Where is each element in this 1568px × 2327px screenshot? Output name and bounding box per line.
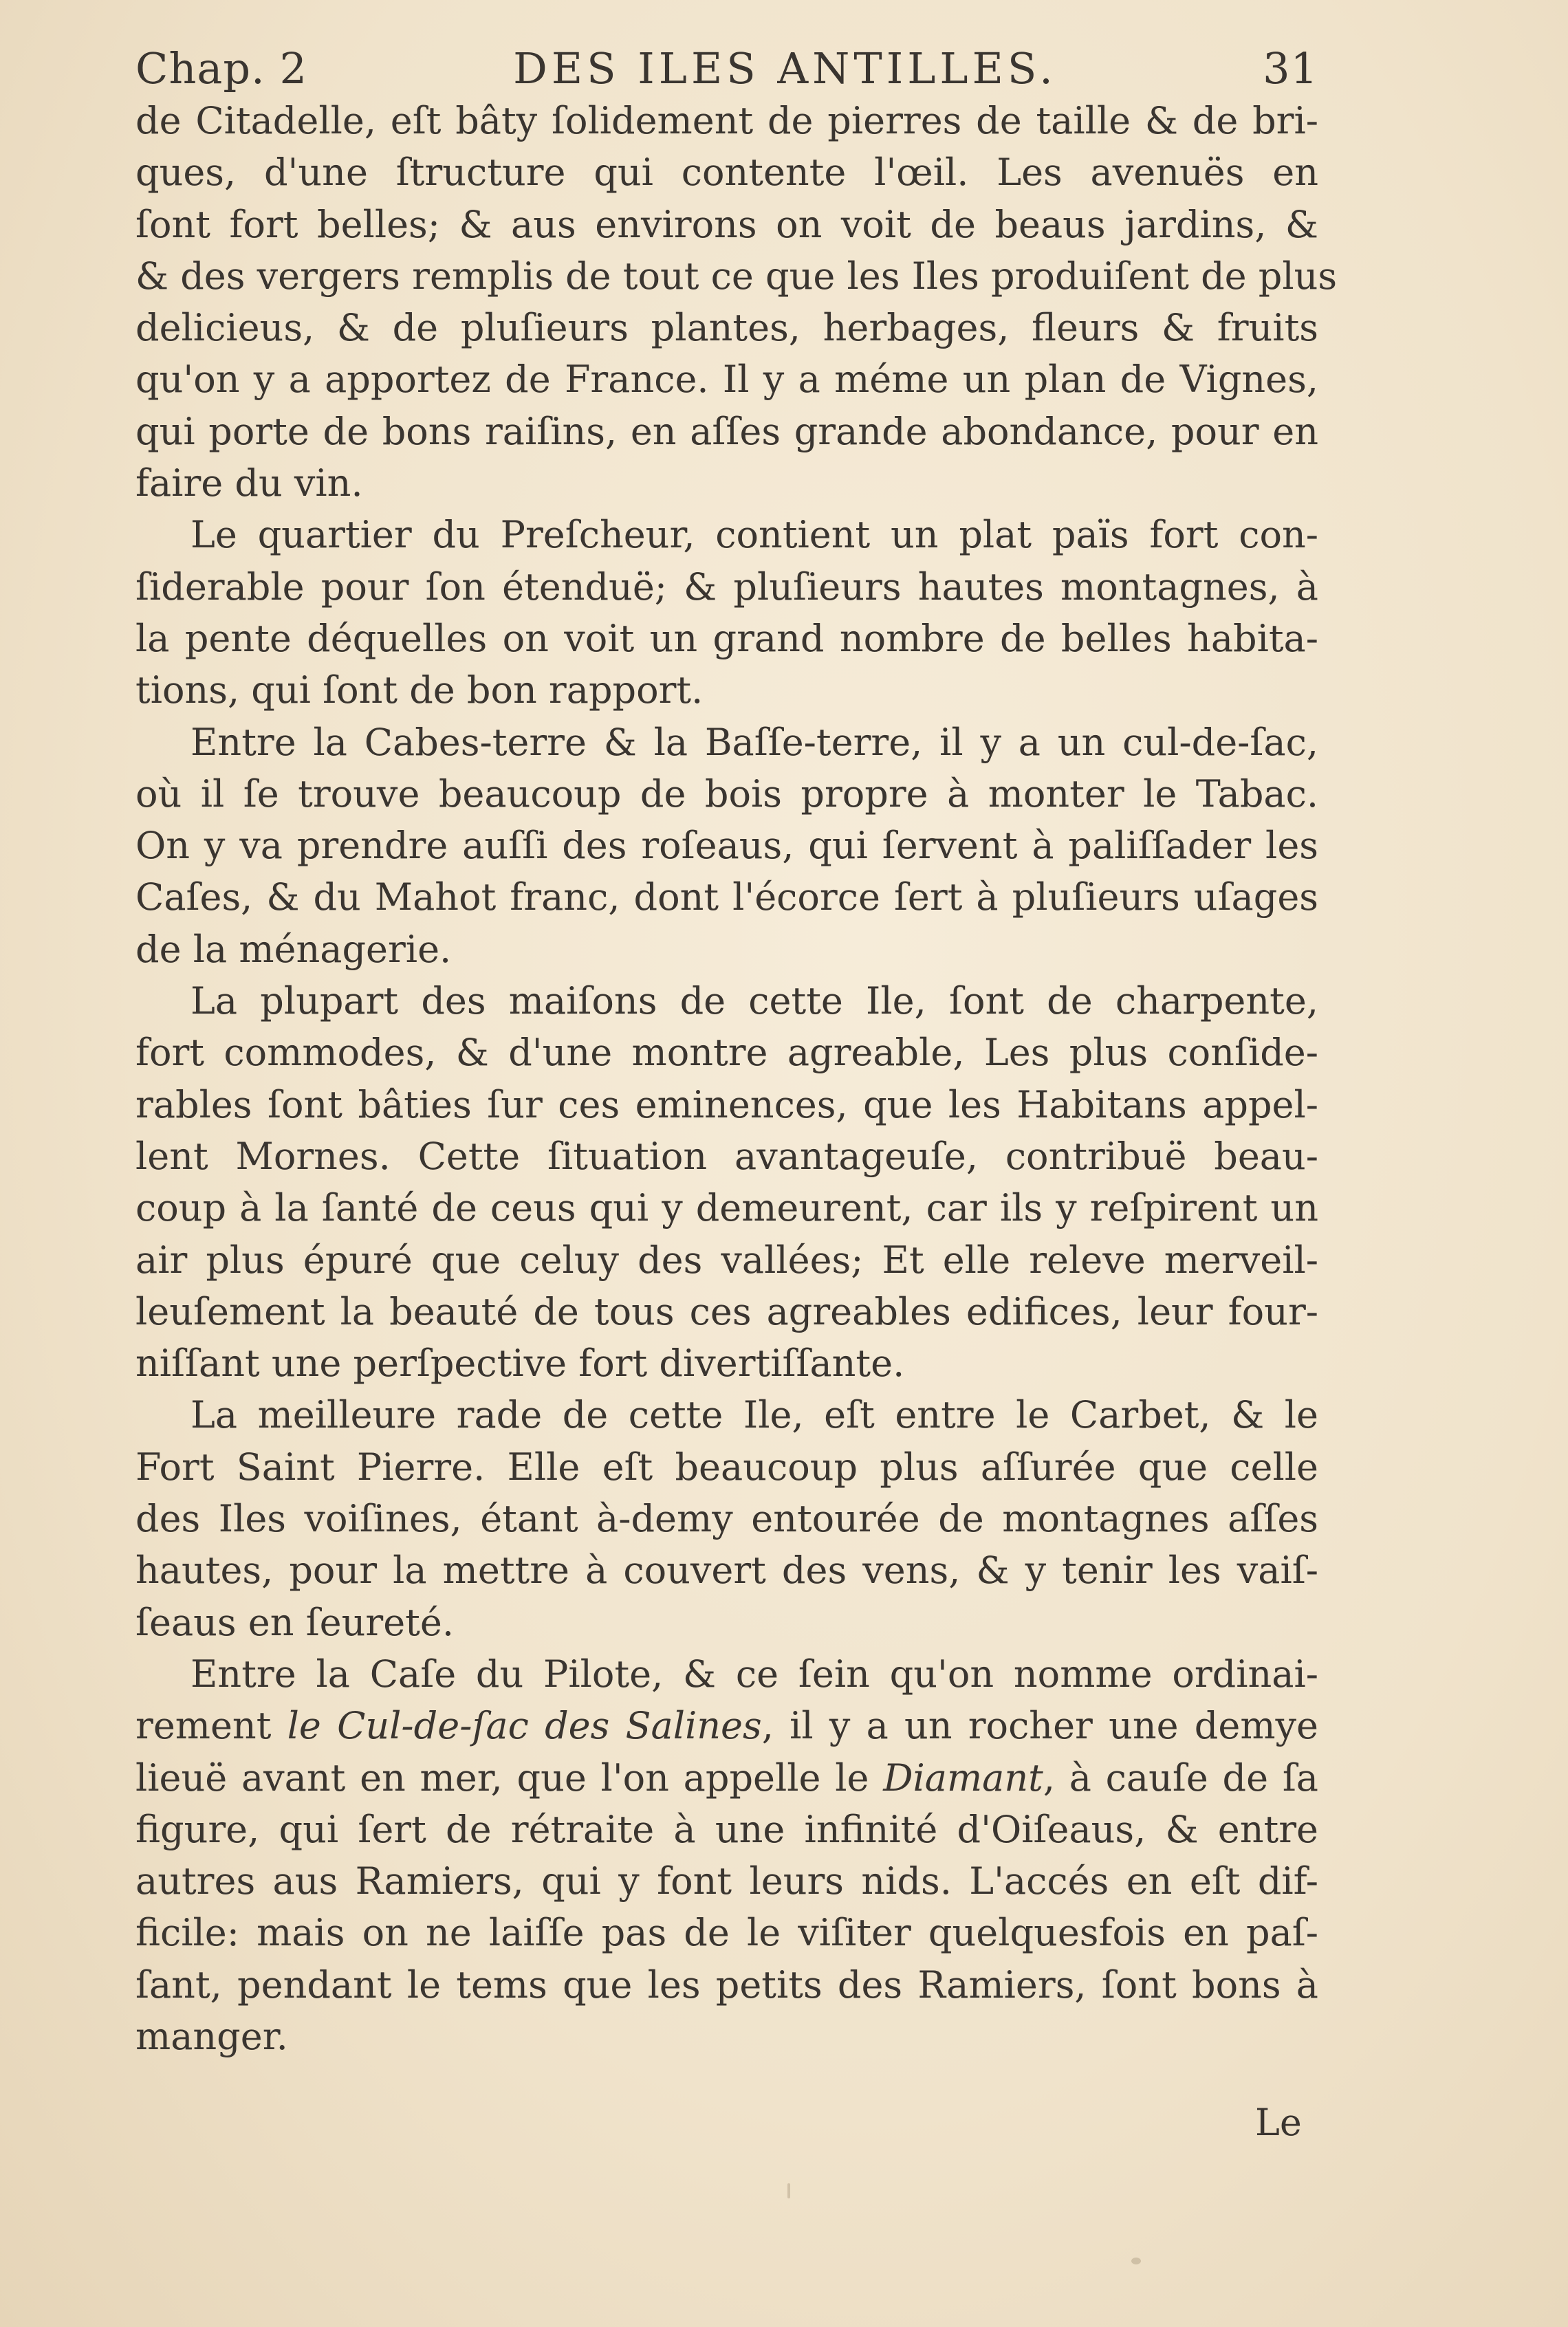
body-text: [135, 95, 1338, 2062]
chapter-label: Chap. 2: [135, 43, 307, 94]
running-head: [135, 43, 1318, 95]
text-line: faire du vin.: [135, 461, 363, 505]
running-title: DES ILES ANTILLES.: [513, 43, 1057, 94]
text-line: air plus épuré que celuy des vallées; Et elle releve merveil-: [135, 1238, 1318, 1282]
paragraph: [135, 717, 1318, 975]
text-line: des Iles voiſines, étant à-demy entourée de montagnes aſſes: [135, 1497, 1318, 1541]
text-line: lieuë avant en mer, que l'on appelle le Diamant, à cauſe de ſa: [135, 1756, 1319, 1800]
text-line: de Citadelle, eſt bâty ſolidement de pierres de taille & de bri-: [135, 99, 1318, 142]
text-line: ſont fort belles; & aus environs on voit de beaus jardins, &: [135, 202, 1318, 246]
catchword: Le: [1255, 2101, 1302, 2144]
text-line: Entre la Cabes-terre & la Baſſe-terre, il y a un cul-de-ſac,: [190, 720, 1318, 764]
text-line: où il ſe trouve beaucoup de bois propre à monter le Tabac.: [135, 772, 1318, 816]
text-line: fort commodes, & d'une montre agreable, Les plus conſide-: [135, 1031, 1318, 1075]
text-line: La plupart des maiſons de cette Ile, ſont de charpente,: [190, 979, 1318, 1023]
text-line: Le quartier du Preſcheur, contient un plat païs fort con-: [190, 513, 1318, 557]
text-line: rables ſont bâties ſur ces eminences, que les Habitans appel-: [135, 1082, 1318, 1126]
text-line: hautes, pour la mettre à couvert des vens, & y tenir les vaiſ-: [135, 1549, 1318, 1593]
paragraph: [135, 1648, 1318, 2062]
page-text: [135, 43, 1338, 2062]
text-line: coup à la ſanté de ceus qui y demeurent, car ils y reſpirent un: [135, 1186, 1318, 1230]
text-line: la pente déquelles on voit un grand nombre de belles habita-: [135, 616, 1318, 660]
text-line: On y va prendre auſſi des roſeaus, qui ſervent à paliſſader les: [135, 824, 1318, 868]
ink-speck: [787, 2183, 790, 2198]
text-line: Fort Saint Pierre. Elle eſt beaucoup plus aſſurée que celle: [135, 1445, 1318, 1489]
page-number: 31: [1263, 43, 1318, 94]
text-line: ſant, pendant le tems que les petits des Ramiers, ſont bons à: [135, 1963, 1318, 2007]
paragraph: [135, 95, 1338, 509]
paragraph: [135, 509, 1318, 716]
text-line: La meilleure rade de cette Ile, eſt entre le Carbet, & le: [190, 1393, 1318, 1437]
text-line: ficile: mais on ne laiſſe pas de le viſiter quelquesfois en paſ-: [135, 1911, 1318, 1955]
text-line: tions, qui ſont de bon rapport.: [135, 668, 704, 712]
paragraph: [135, 1389, 1318, 1648]
text-line: qui porte de bons raiſins, en aſſes grande abondance, pour en: [135, 409, 1318, 453]
text-line: de la ménagerie.: [135, 927, 452, 971]
text-line: autres aus Ramiers, qui y font leurs nids. L'accés en eſt dif-: [135, 1859, 1318, 1903]
text-line: lent Mornes. Cette ſituation avantageuſe, contribuë beau-: [135, 1134, 1318, 1178]
text-line: qu'on y a apportez de France. Il y a méme un plan de Vignes,: [135, 358, 1318, 402]
text-line: leuſement la beauté de tous ces agreables edifices, leur four-: [135, 1289, 1318, 1333]
text-line: ſeaus en ſeureté.: [135, 1600, 455, 1644]
text-line: rement le Cul-de-ſac des Salines, il y a un rocher une demye: [135, 1704, 1318, 1748]
ink-speck: [1131, 2258, 1141, 2264]
text-line: figure, qui ſert de rétraite à une infinité d'Oiſeaus, & entre: [135, 1807, 1318, 1851]
text-line: ſiderable pour ſon étenduë; & pluſieurs hautes montagnes, à: [135, 565, 1318, 609]
text-line: Entre la Caſe du Pilote, & ce ſein qu'on nomme ordinai-: [190, 1652, 1318, 1696]
text-line: delicieus, & de pluſieurs plantes, herbages, fleurs & fruits: [135, 306, 1318, 350]
paragraph: [135, 975, 1318, 1389]
text-line: niſſant une perſpective fort divertiſſante.: [135, 1342, 905, 1386]
text-line: & des vergers remplis de tout ce que les Iles produiſent de plus: [135, 254, 1338, 298]
text-line: Caſes, & du Mahot franc, dont l'écorce ſert à pluſieurs uſages: [135, 875, 1318, 919]
text-line: ques, d'une ſtructure qui contente l'œil. Les avenuës en: [135, 151, 1318, 195]
text-line: manger.: [135, 2014, 288, 2058]
